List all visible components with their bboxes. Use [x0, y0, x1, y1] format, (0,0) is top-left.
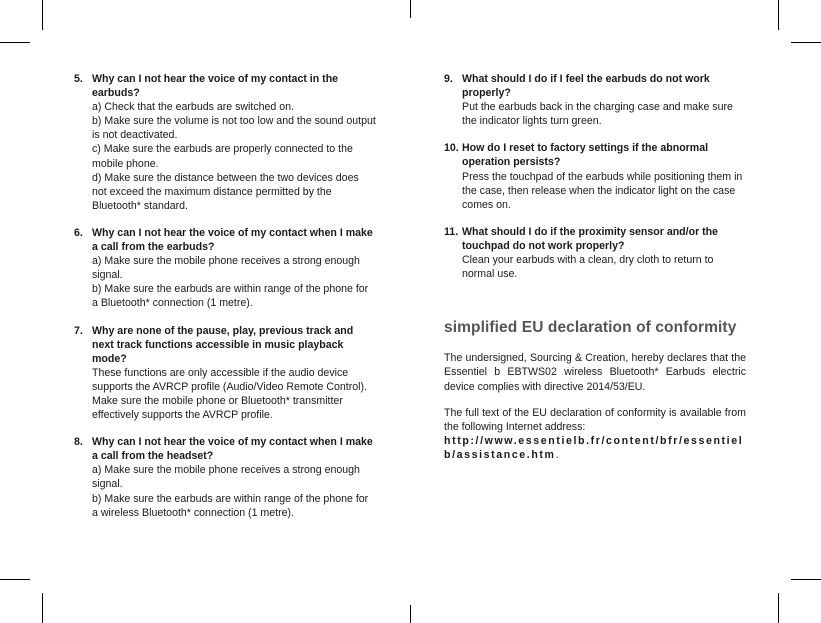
faq-answer: b) Make sure the earbuds are within range of the phone for a Bluetooth* connection (1 metre).: [92, 283, 369, 310]
faq-answer: a) Make sure the mobile phone receives a strong enough signal.: [92, 464, 360, 491]
faq-answer: These functions are only accessible if the audio device supports the AVRCP profile (Audio/Video Remote Control). Make sure the mobile phone or Bluetooth* transmitter effectively supports the AVRCP profile.: [92, 366, 367, 422]
faq-answer: c) Make sure the earbuds are properly connected to the mobile phone.: [92, 143, 353, 170]
faq-question: What should I do if I feel the earbuds do not work properly?: [462, 73, 710, 100]
assistance-url-link[interactable]: http://www.essentielb.fr/content/bfr/essentielb/assistance.htm: [444, 434, 744, 461]
faq-item-10: [444, 141, 746, 211]
faq-answer: b) Make sure the volume is not too low and the sound output is not deactivated.: [92, 115, 376, 142]
faq-answer: Clean your earbuds with a clean, dry cloth to return to normal use.: [462, 254, 714, 281]
faq-question: What should I do if the proximity sensor and/or the touchpad do not work properly?: [462, 225, 719, 252]
faq-question: How do I reset to factory settings if the abnormal operation persists?: [462, 142, 709, 169]
faq-number: 11.: [444, 225, 459, 238]
faq-answer: b) Make sure the earbuds are within range of the phone for a wireless Bluetooth* connection (1 metre).: [92, 492, 369, 519]
faq-question: Why are none of the pause, play, previous track and next track functions accessible in music playback mode?: [92, 324, 354, 365]
crop-mark-bottom-left-v: [42, 593, 43, 623]
faq-number: 6.: [74, 226, 83, 239]
crop-mark-bottom-left-h: [0, 579, 30, 580]
faq-answer: Put the earbuds back in the charging case and make sure the indicator lights turn green.: [462, 101, 733, 128]
crop-mark-top-left-h: [0, 42, 30, 43]
crop-mark-bottom-center-v: [410, 605, 411, 623]
faq-answer: a) Make sure the mobile phone receives a strong enough signal.: [92, 255, 360, 282]
faq-answer: Press the touchpad of the earbuds while positioning them in the case, then release when the indicator light on the case comes on.: [462, 170, 743, 211]
declaration-address-intro: The full text of the EU declaration of conformity is available from the following Internet address:: [444, 406, 746, 433]
faq-question: Why can I not hear the voice of my contact when I make a call from the headset?: [92, 436, 373, 463]
crop-mark-bottom-right-v: [778, 593, 779, 623]
right-column: [444, 72, 746, 474]
faq-answer: d) Make sure the distance between the two devices does not exceed the maximum distance permitted by the Bluetooth* standard.: [92, 171, 359, 212]
faq-question: Why can I not hear the voice of my contact in the earbuds?: [92, 73, 339, 100]
declaration-title: simplified EU declaration of conformity: [444, 319, 737, 337]
faq-question: Why can I not hear the voice of my contact when I make a call from the earbuds?: [92, 226, 373, 254]
faq-number: 10.: [444, 142, 459, 155]
faq-item-11: [444, 225, 746, 281]
declaration-address-paragraph: [444, 406, 746, 462]
faq-number: 5.: [74, 73, 83, 85]
crop-mark-bottom-right-h: [791, 579, 821, 580]
faq-item-9: [444, 72, 746, 128]
crop-mark-top-right-v: [778, 0, 779, 30]
faq-number: 8.: [74, 436, 83, 449]
faq-item-6: [74, 226, 376, 311]
faq-number: 7.: [74, 324, 83, 337]
url-period: .: [555, 448, 559, 461]
left-column: [74, 72, 376, 533]
faq-item-5: [74, 72, 376, 213]
faq-item-7: [74, 324, 376, 423]
crop-mark-top-right-h: [791, 42, 821, 43]
crop-mark-top-left-v: [42, 0, 43, 30]
crop-mark-top-center-v: [410, 0, 411, 18]
faq-item-8: [74, 435, 376, 520]
declaration-paragraph: The undersigned, Sourcing & Creation, hereby declares that the Essentiel b EBTWS02 wireless Bluetooth* Earbuds electric device complies with directive 2014/53/EU.: [444, 352, 746, 393]
faq-answer: a) Check that the earbuds are switched on.: [92, 101, 294, 114]
faq-number: 9.: [444, 73, 453, 85]
